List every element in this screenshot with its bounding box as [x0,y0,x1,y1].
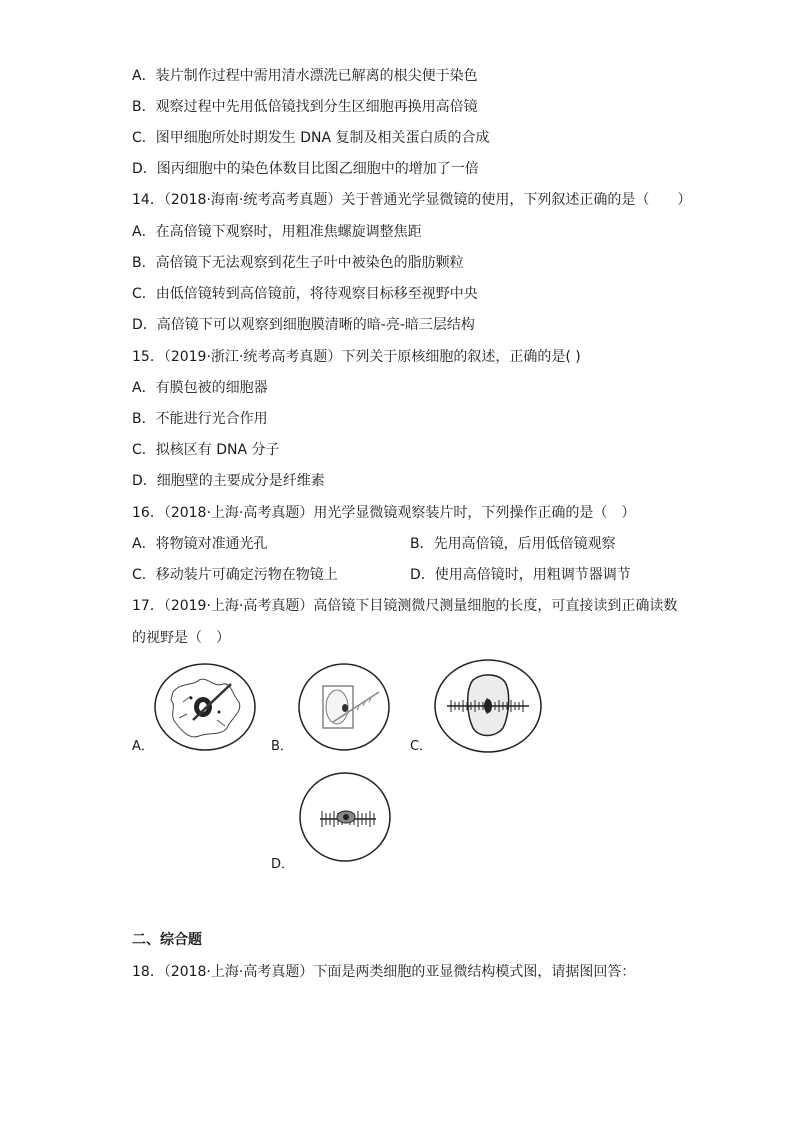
q16-option-b: B．先用高倍镜，后用低倍镜观察 [410,536,616,552]
q15-option-d: D．细胞壁的主要成分是纤维素 [132,473,325,489]
q14-option-b: B．高倍镜下无法观察到花生子叶中被染色的脂肪颗粒 [132,255,464,271]
micrograph-a [153,662,257,752]
q18-stem: 18．（2018·上海·高考真题）下面是两类细胞的亚显微结构模式图，请据图回答： [132,964,636,980]
micrograph-b [297,662,391,752]
q14-option-d: D．高倍镜下可以观察到细胞膜清晰的暗-亮-暗三层结构 [132,317,475,333]
q13-option-a: A．装片制作过程中需用清水漂洗已解离的根尖便于染色 [132,68,478,84]
q17-label-c: C． [410,739,433,754]
q16-option-a: A．将物镜对准通光孔 [132,536,268,552]
q14-option-a: A．在高倍镜下观察时，用粗准焦螺旋调整焦距 [132,224,422,240]
q15-option-a: A．有膜包被的细胞器 [132,380,268,396]
q14-stem: 14．（2018·海南·统考高考真题）关于普通光学显微镜的使用，下列叙述正确的是（ ） [132,192,692,208]
q17-label-d: D． [271,857,295,872]
q15-option-b: B．不能进行光合作用 [132,411,268,427]
q16-option-d: D．使用高倍镜时，用粗调节器调节 [410,567,631,583]
q13-option-d: D．图丙细胞中的染色体数目比图乙细胞中的增加了一倍 [132,161,479,177]
q17-stem-line2: 的视野是（ ） [132,630,230,646]
section-heading: 二、综合题 [132,932,202,948]
q13-option-b: B．观察过程中先用低倍镜找到分生区细胞再换用高倍镜 [132,99,478,115]
q17-label-b: B． [271,739,293,754]
micrograph-d [298,771,392,863]
q17-stem-line1: 17．（2019·上海·高考真题）高倍镜下目镜测微尺测量细胞的长度，可直接读到正确读数 [132,598,678,614]
q16-stem: 16．（2018·上海·高考真题）用光学显微镜观察装片时，下列操作正确的是（ ） [132,505,636,521]
q14-option-c: C．由低倍镜转到高倍镜前，将待观察目标移至视野中央 [132,286,478,302]
q13-option-c: C．图甲细胞所处时期发生 DNA 复制及相关蛋白质的合成 [132,130,490,146]
q15-option-c: C．拟核区有 DNA 分子 [132,442,280,458]
q15-stem: 15．（2019·浙江·统考高考真题）下列关于原核细胞的叙述，正确的是( ) [132,349,581,365]
micrograph-c [433,658,543,754]
q17-label-a: A． [132,739,154,754]
q16-option-c: C．移动装片可确定污物在物镜上 [132,567,338,583]
